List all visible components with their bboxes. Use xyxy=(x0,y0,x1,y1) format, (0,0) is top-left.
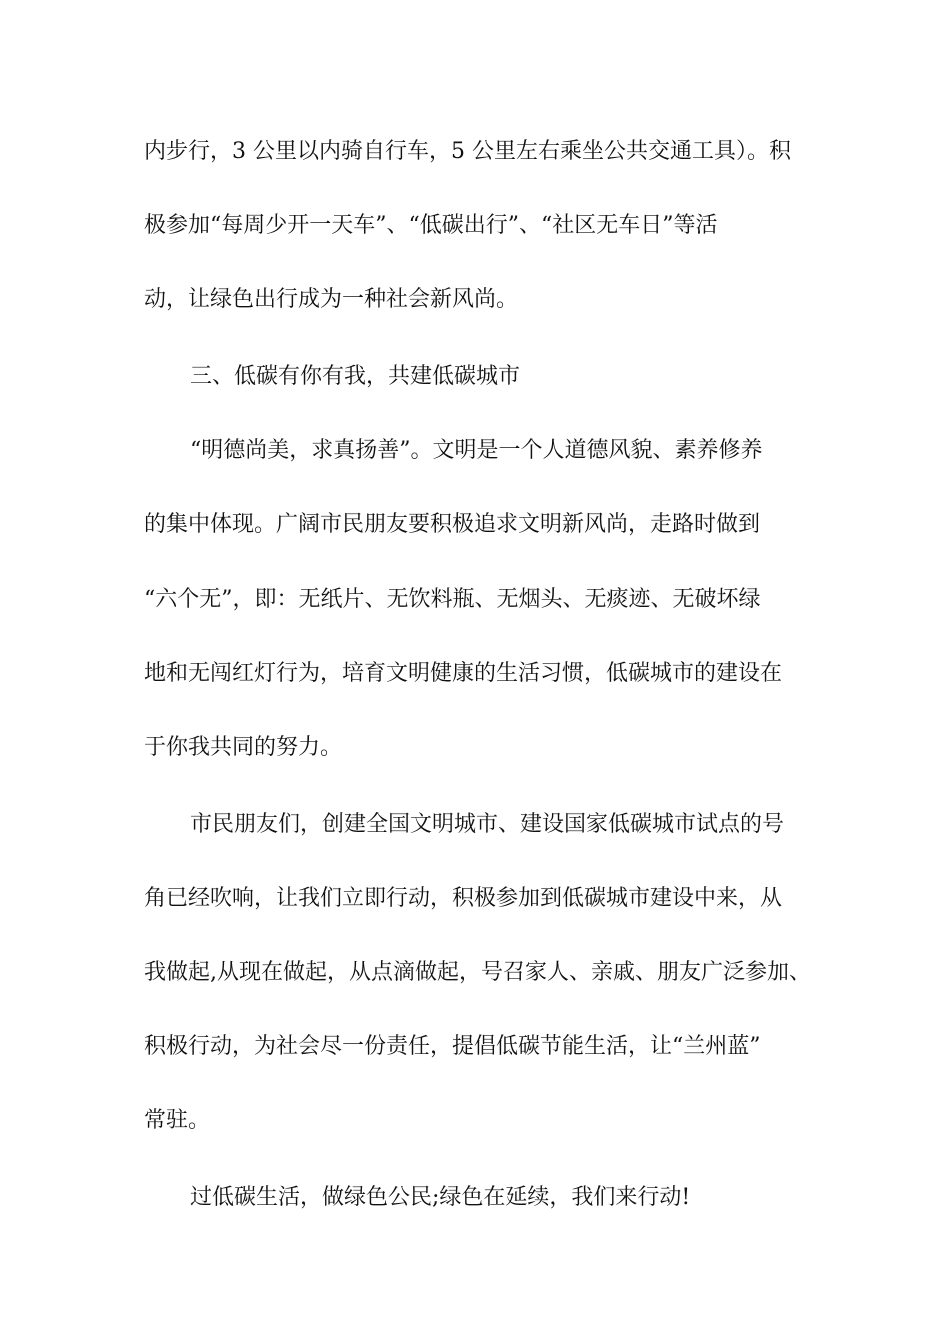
paragraph-line: 于你我共同的努力。 xyxy=(144,735,343,760)
paragraph-line: 市民朋友们，创建全国文明城市、建设国家低碳城市试点的号 xyxy=(190,812,785,837)
paragraph-line: “明德尚美，求真扬善”。文明是一个人道德风貌、素养修养 xyxy=(190,438,763,463)
paragraph-line: 角已经吹响，让我们立即行动，积极参加到低碳城市建设中来，从 xyxy=(144,886,783,911)
closing-line: 过低碳生活，做绿色公民;绿色在延续，我们来行动! xyxy=(190,1185,691,1210)
section-heading: 三、低碳有你有我，共建低碳城市 xyxy=(190,364,521,389)
paragraph-line: 极参加“每周少开一天车”、“低碳出行”、“社区无车日”等活 xyxy=(144,213,718,238)
paragraph-line: 积极行动，为社会尽一份责任，提倡低碳节能生活，让“兰州蓝” xyxy=(144,1034,761,1059)
paragraph-line: 地和无闯红灯行为，培育文明健康的生活习惯，低碳城市的建设在 xyxy=(144,661,783,686)
paragraph-line: 内步行，3 公里以内骑自行车，5 公里左右乘坐公共交通工具）。积 xyxy=(144,139,791,164)
paragraph-line: “六个无”，即：无纸片、无饮料瓶、无烟头、无痰迹、无破坏绿 xyxy=(144,587,761,612)
paragraph-line: 常驻。 xyxy=(144,1108,211,1133)
paragraph-line: 的集中体现。广阔市民朋友要积极追求文明新风尚，走路时做到 xyxy=(144,512,761,537)
paragraph-line: 我做起,从现在做起，从点滴做起，号召家人、亲戚、朋友广泛参加、 xyxy=(144,960,811,985)
paragraph-line: 动，让绿色出行成为一种社会新风尚。 xyxy=(144,287,519,312)
